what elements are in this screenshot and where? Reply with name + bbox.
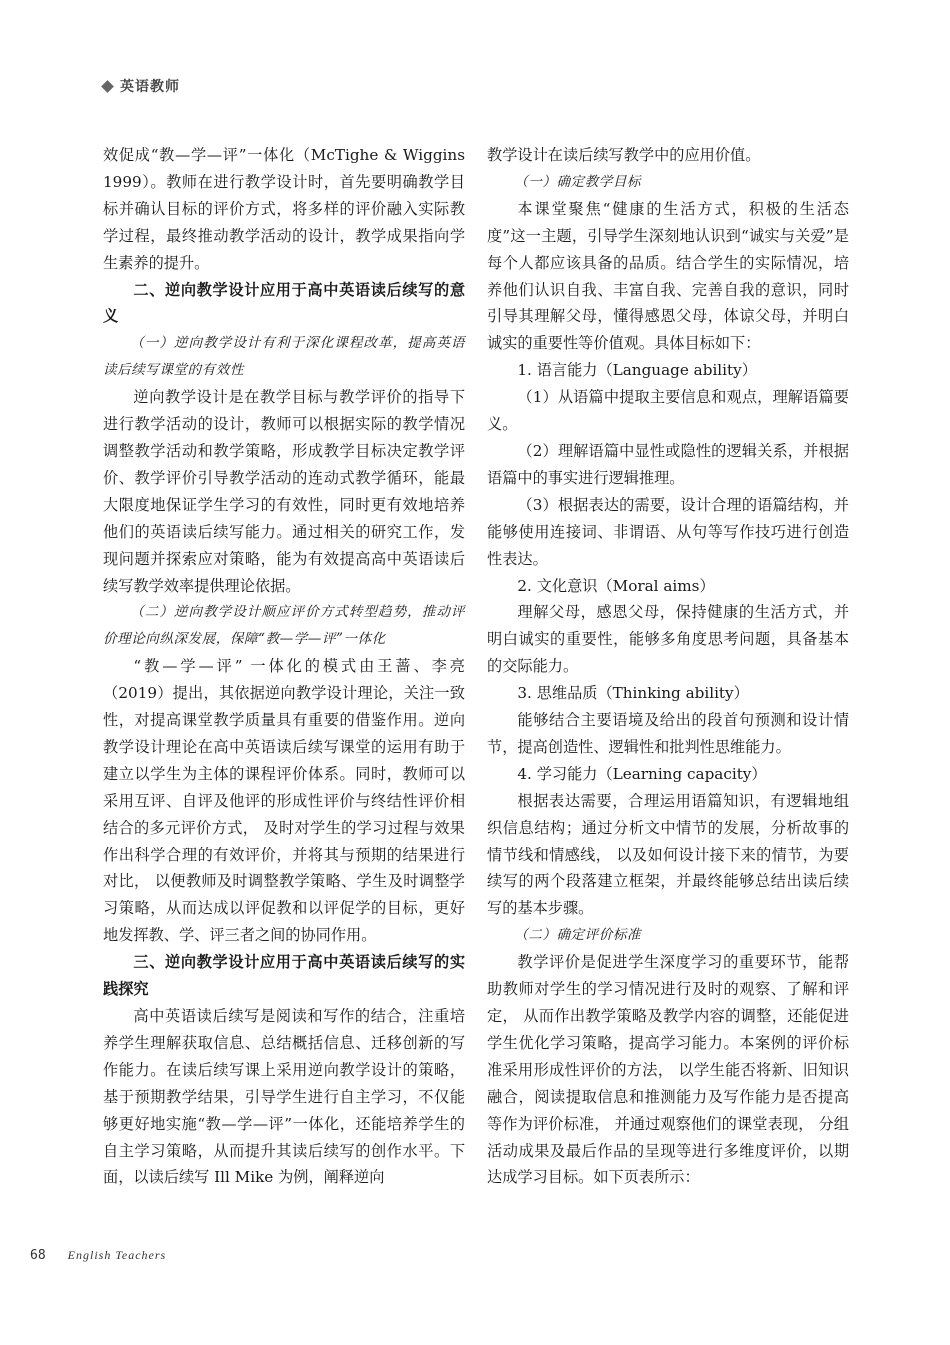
subsection-heading: （一）确定教学目标 <box>514 173 642 190</box>
diamond-icon <box>101 80 114 93</box>
goal-heading: 2. 文化意识（Moral aims） <box>517 576 715 595</box>
paragraph: 效促成“教—学—评”一体化（McTighe & Wiggins 1999）。教师在进行教学设计时，首先要明确教学目标并确认目标的评价方式，将多样的评价融入实际教学过程，最终推动教学活动的设计，教学成果指向学生素养的提升。 <box>103 146 465 272</box>
goal-item: 根据表达需要，合理运用语篇知识，有逻辑地组织信息结构；通过分析文中情节的发展，分析故事的情节线和情感线， 以及如何设计接下来的情节，为要续写的两个段落建立框架，并最终能够总结出读后续写的基本步骤。 <box>487 791 849 918</box>
journal-title: 英语教师 <box>120 79 180 95</box>
paragraph: 高中英语读后续写是阅读和写作的结合，注重培养学生理解获取信息、总结概括信息、迁移创新的写作能力。在读后续写课上采用逆向教学设计的策略，基于预期教学结果，引导学生进行自主学习，不仅能够更好地实施“教—学—评”一体化，还能培养学生的自主学习策略，从而提升其读后续写的创作水平。下面，以读后续写 Ill Mike 为例，阐释逆向 <box>103 1007 465 1187</box>
goal-item: （3）根据表达的需要，设计合理的语篇结构，并能够使用连接词、非谓语、从句等写作技巧进行创造性表达。 <box>487 495 849 568</box>
subsection-heading: （一）逆向教学设计有利于深化课程改革，提高英语读后续写课堂的有效性 <box>103 335 465 379</box>
subsection-heading: （二）确定评价标准 <box>514 927 642 944</box>
section-heading: 二、逆向教学设计应用于高中英语读后续写的意义 <box>103 280 465 326</box>
paragraph: 逆向教学设计是在教学目标与教学评价的指导下进行教学活动的设计，教师可以根据实际的教学情况调整教学活动和教学策略，形成教学目标决定教学评价、教学评价引导教学活动的连动式教学循环，能最大限度地保证学生学习的有效性，同时更有效地培养他们的英语读后续写能力。通过相关的研究工作，发现问题并探索应对策略，能为有效提高高中英语读后续写教学效率提供理论依据。 <box>103 388 465 595</box>
page-number: 68 <box>30 1248 46 1263</box>
goal-item: （1）从语篇中提取主要信息和观点，理解语篇要义。 <box>487 388 849 434</box>
goal-heading: 4. 学习能力（Learning capacity） <box>517 764 767 783</box>
goal-item: （2）理解语篇中显性或隐性的逻辑关系，并根据语篇中的事实进行逻辑推理。 <box>487 441 849 487</box>
goal-heading: 1. 语言能力（Language ability） <box>517 361 757 380</box>
left-column <box>103 142 465 1191</box>
paragraph: “教—学—评” 一体化的模式由王蔷、李亮（2019）提出，其依据逆向教学设计理论，关注一致性，对提高课堂教学质量具有重要的借鉴作用。逆向教学设计理论在高中英语读后续写课堂的运用有助于建立以学生为主体的课程评价体系。同时，教师可以采用互评、自评及他评的形成性评价与终结性评价相结合的多元评价方式， 及时对学生的学习过程与效果作出科学合理的有效评价，并将其与预期的结果进行对比， 以便教师及时调整教学策略、学生及时调整学习策略，从而达成以评促教和以评促学的目标，更好地发挥教、学、评三者之间的协同作用。 <box>103 657 465 945</box>
paragraph: 教学设计在读后续写教学中的应用价值。 <box>487 146 761 164</box>
journal-name-english: English Teachers <box>67 1248 167 1262</box>
section-heading: 三、逆向教学设计应用于高中英语读后续写的实践探究 <box>103 953 465 999</box>
subsection-heading: （二）逆向教学设计顺应评价方式转型趋势，推动评价理论向纵深发展，保障“教—学—评”一体化 <box>103 604 465 648</box>
paragraph: 本课堂聚焦“健康的生活方式，积极的生活态度”这一主题，引导学生深刻地认识到“诚实与关爱”是每个人都应该具备的品质。结合学生的实际情况，培养他们认识自我、丰富自我、完善自我的意识，同时引导其理解父母，懂得感恩父母，体谅父母，并明白诚实的重要性等价值观。具体目标如下： <box>487 199 849 353</box>
right-column <box>487 142 849 1191</box>
goal-item: 理解父母，感恩父母，保持健康的生活方式，并明白诚实的重要性，能够多角度思考问题，具备基本的交际能力。 <box>487 603 849 676</box>
page-footer <box>30 1248 166 1263</box>
running-header <box>103 76 180 96</box>
goal-heading: 3. 思维品质（Thinking ability） <box>517 684 749 703</box>
goal-item: 能够结合主要语境及给出的段首句预测和设计情节，提高创造性、逻辑性和批判性思维能力。 <box>487 711 849 756</box>
paragraph: 教学评价是促进学生深度学习的重要环节，能帮助教师对学生的学习情况进行及时的观察、了解和评定， 从而作出教学策略及教学内容的调整，还能促进学生优化学习策略，提高学习能力。本案例的评价标准采用形成性评价的方法， 以学生能否将新、旧知识融合，阅读提取信息和推测能力及写作能力是否提高等作为评价标准， 并通过观察他们的课堂表现， 分组活动成果及最后作品的呈现等进行多维度评价，以期达成学习目标。如下页表所示： <box>487 953 849 1187</box>
